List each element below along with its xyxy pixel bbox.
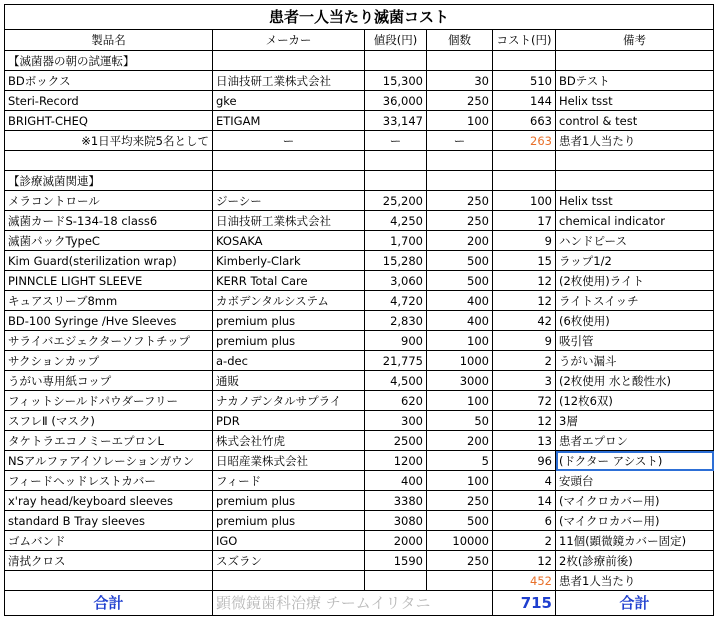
cell-price[interactable]: 4,720 bbox=[365, 291, 427, 311]
cell-maker[interactable]: premium plus bbox=[213, 511, 365, 531]
cell-price[interactable]: 2500 bbox=[365, 431, 427, 451]
cell-price[interactable]: 1,700 bbox=[365, 231, 427, 251]
cell-cost[interactable]: 72 bbox=[493, 391, 556, 411]
cell-name[interactable]: standard B Tray sleeves bbox=[5, 511, 213, 531]
cell-note[interactable]: ライトスイッチ bbox=[556, 291, 714, 311]
cell-maker[interactable]: IGO bbox=[213, 531, 365, 551]
cell-maker[interactable]: フィード bbox=[213, 471, 365, 491]
cell-cost[interactable]: 12 bbox=[493, 291, 556, 311]
cell-price[interactable]: 15,300 bbox=[365, 71, 427, 91]
total-label-left[interactable]: 合計 bbox=[5, 591, 213, 616]
cell-cost[interactable]: 663 bbox=[493, 111, 556, 131]
cell-name[interactable]: キュアスリーブ8mm bbox=[5, 291, 213, 311]
blank-row bbox=[5, 151, 714, 171]
empty-cell[interactable] bbox=[427, 151, 493, 171]
summary-price[interactable]: ー bbox=[365, 131, 427, 151]
cell-maker[interactable]: KERR Total Care bbox=[213, 271, 365, 291]
empty-cell[interactable] bbox=[556, 151, 714, 171]
cell-price[interactable]: 400 bbox=[365, 471, 427, 491]
cell-price[interactable]: 33,147 bbox=[365, 111, 427, 131]
cell-maker[interactable]: premium plus bbox=[213, 491, 365, 511]
cell-name[interactable]: フィードヘッドレストカバー bbox=[5, 471, 213, 491]
table-row bbox=[5, 291, 714, 311]
cell-name[interactable]: メラコントロール bbox=[5, 191, 213, 211]
section-row bbox=[5, 171, 714, 191]
cell-cost[interactable]: 17 bbox=[493, 211, 556, 231]
cell-cost[interactable]: 144 bbox=[493, 91, 556, 111]
table-row bbox=[5, 411, 714, 431]
cell-note[interactable]: (ドクター アシスト) bbox=[556, 451, 714, 471]
cell-note[interactable]: Helix tsst bbox=[556, 91, 714, 111]
cell-qty[interactable]: 500 bbox=[427, 251, 493, 271]
cell-maker[interactable]: KOSAKA bbox=[213, 231, 365, 251]
header-row bbox=[5, 30, 714, 51]
cell-qty[interactable]: 400 bbox=[427, 311, 493, 331]
header-qty[interactable]: 個数 bbox=[427, 30, 493, 51]
cell-maker[interactable]: a-dec bbox=[213, 351, 365, 371]
summary-maker[interactable]: ー bbox=[213, 131, 365, 151]
cell-qty[interactable]: 500 bbox=[427, 271, 493, 291]
table-row bbox=[5, 431, 714, 451]
cell-price[interactable]: 3080 bbox=[365, 511, 427, 531]
section-morning-test[interactable]: 【滅菌器の朝の試運転】 bbox=[5, 51, 213, 71]
cell-qty[interactable]: 50 bbox=[427, 411, 493, 431]
table-row bbox=[5, 191, 714, 211]
header-price[interactable]: 値段(円) bbox=[365, 30, 427, 51]
cell-price[interactable]: 4,250 bbox=[365, 211, 427, 231]
cell-qty[interactable]: 500 bbox=[427, 511, 493, 531]
cell-name[interactable]: PINNCLE LIGHT SLEEVE bbox=[5, 271, 213, 291]
cell-qty[interactable]: 30 bbox=[427, 71, 493, 91]
cell-cost[interactable]: 6 bbox=[493, 511, 556, 531]
cell-maker[interactable]: PDR bbox=[213, 411, 365, 431]
cell-qty[interactable]: 5 bbox=[427, 451, 493, 471]
cell-name[interactable]: BDボックス bbox=[5, 71, 213, 91]
table-row bbox=[5, 71, 714, 91]
cell-price[interactable]: 21,775 bbox=[365, 351, 427, 371]
section-treatment[interactable]: 【診療滅菌関連】 bbox=[5, 171, 213, 191]
table-row bbox=[5, 271, 714, 291]
empty-cell[interactable] bbox=[493, 171, 556, 191]
section-row bbox=[5, 51, 714, 71]
cell-qty[interactable]: 250 bbox=[427, 551, 493, 571]
table-row bbox=[5, 551, 714, 571]
table-row bbox=[5, 391, 714, 411]
cell-maker[interactable]: スズラン bbox=[213, 551, 365, 571]
cell-name[interactable]: Kim Guard(sterilization wrap) bbox=[5, 251, 213, 271]
cell-cost[interactable]: 2 bbox=[493, 351, 556, 371]
cell-price[interactable]: 620 bbox=[365, 391, 427, 411]
cell-qty[interactable]: 200 bbox=[427, 231, 493, 251]
summary-name[interactable]: ※1日平均来院5名として bbox=[5, 131, 213, 151]
empty-cell[interactable] bbox=[427, 571, 493, 591]
cell-maker[interactable]: ジーシー bbox=[213, 191, 365, 211]
cell-name[interactable]: x'ray head/keyboard sleeves bbox=[5, 491, 213, 511]
cell-name[interactable]: Steri-Record bbox=[5, 91, 213, 111]
empty-cell[interactable] bbox=[556, 171, 714, 191]
cell-qty[interactable]: 250 bbox=[427, 491, 493, 511]
cell-qty[interactable]: 200 bbox=[427, 431, 493, 451]
table-row bbox=[5, 471, 714, 491]
cell-price[interactable]: 4,500 bbox=[365, 371, 427, 391]
header-note[interactable]: 備考 bbox=[556, 30, 714, 51]
table-row bbox=[5, 211, 714, 231]
cell-note[interactable]: Helix tsst bbox=[556, 191, 714, 211]
cell-name[interactable]: ゴムバンド bbox=[5, 531, 213, 551]
cell-price[interactable]: 2,830 bbox=[365, 311, 427, 331]
total-value[interactable]: 715 bbox=[493, 591, 556, 616]
summary-cost[interactable]: 452 bbox=[493, 571, 556, 591]
sheet-title[interactable]: 患者一人当たり滅菌コスト bbox=[5, 5, 714, 30]
header-maker[interactable]: メーカー bbox=[213, 30, 365, 51]
cell-qty[interactable]: 100 bbox=[427, 331, 493, 351]
empty-cell[interactable] bbox=[365, 171, 427, 191]
cell-qty[interactable]: 10000 bbox=[427, 531, 493, 551]
cell-name[interactable]: うがい専用紙コップ bbox=[5, 371, 213, 391]
cell-price[interactable]: 900 bbox=[365, 331, 427, 351]
cell-maker[interactable]: カボデンタルシステム bbox=[213, 291, 365, 311]
empty-cell[interactable] bbox=[5, 151, 213, 171]
total-row bbox=[5, 591, 714, 616]
cell-note[interactable]: BDテスト bbox=[556, 71, 714, 91]
empty-cell[interactable] bbox=[213, 151, 365, 171]
empty-cell[interactable] bbox=[213, 571, 365, 591]
cell-name[interactable]: サクションカップ bbox=[5, 351, 213, 371]
cell-note[interactable]: 吸引管 bbox=[556, 331, 714, 351]
cell-price[interactable]: 36,000 bbox=[365, 91, 427, 111]
cell-maker[interactable]: 通販 bbox=[213, 371, 365, 391]
cell-maker[interactable]: gke bbox=[213, 91, 365, 111]
cell-maker[interactable]: ETIGAM bbox=[213, 111, 365, 131]
cell-price[interactable]: 3,060 bbox=[365, 271, 427, 291]
table-row bbox=[5, 371, 714, 391]
cell-note[interactable]: (2枚使用 水と酸性水) bbox=[556, 371, 714, 391]
cell-name[interactable]: フィットシールドパウダーフリー bbox=[5, 391, 213, 411]
cell-qty[interactable]: 100 bbox=[427, 111, 493, 131]
table-row bbox=[5, 231, 714, 251]
empty-cell[interactable] bbox=[5, 571, 213, 591]
cell-cost[interactable]: 100 bbox=[493, 191, 556, 211]
cell-price[interactable]: 25,200 bbox=[365, 191, 427, 211]
total-label-right[interactable]: 合計 bbox=[556, 591, 714, 616]
cell-cost[interactable]: 12 bbox=[493, 411, 556, 431]
table-row bbox=[5, 331, 714, 351]
cell-qty[interactable]: 1000 bbox=[427, 351, 493, 371]
summary-note[interactable]: 患者1人当たり bbox=[556, 571, 714, 591]
cell-maker[interactable]: 株式会社竹虎 bbox=[213, 431, 365, 451]
cell-note[interactable]: (マイクロカバー用) bbox=[556, 491, 714, 511]
empty-cell[interactable] bbox=[365, 571, 427, 591]
cell-cost[interactable]: 13 bbox=[493, 431, 556, 451]
cell-note[interactable]: (12枚6双) bbox=[556, 391, 714, 411]
cell-maker[interactable]: 日油技研工業株式会社 bbox=[213, 211, 365, 231]
cell-note[interactable]: (マイクロカバー用) bbox=[556, 511, 714, 531]
cell-note[interactable]: 安頭台 bbox=[556, 471, 714, 491]
cell-maker[interactable]: Kimberly-Clark bbox=[213, 251, 365, 271]
summary-note[interactable]: 患者1人当たり bbox=[556, 131, 714, 151]
cell-note[interactable]: ラップ1/2 bbox=[556, 251, 714, 271]
cell-name[interactable]: 滅菌カードS-134-18 class6 bbox=[5, 211, 213, 231]
cell-cost[interactable]: 4 bbox=[493, 471, 556, 491]
header-cost[interactable]: コスト(円) bbox=[493, 30, 556, 51]
cell-note[interactable]: ハンドピース bbox=[556, 231, 714, 251]
cell-name[interactable]: タケトラエコノミーエプロンL bbox=[5, 431, 213, 451]
cell-name[interactable]: BRIGHT-CHEQ bbox=[5, 111, 213, 131]
cell-cost[interactable]: 15 bbox=[493, 251, 556, 271]
table-row bbox=[5, 91, 714, 111]
cell-name[interactable]: BD-100 Syringe /Hve Sleeves bbox=[5, 311, 213, 331]
cell-price[interactable]: 1590 bbox=[365, 551, 427, 571]
cell-note[interactable]: chemical indicator bbox=[556, 211, 714, 231]
cell-qty[interactable]: 3000 bbox=[427, 371, 493, 391]
cell-name[interactable]: NSアルファアイソレーションガウン bbox=[5, 451, 213, 471]
cell-cost[interactable]: 42 bbox=[493, 311, 556, 331]
table-row bbox=[5, 311, 714, 331]
cell-price[interactable]: 2000 bbox=[365, 531, 427, 551]
cell-price[interactable]: 3380 bbox=[365, 491, 427, 511]
cell-maker[interactable]: 日油技研工業株式会社 bbox=[213, 71, 365, 91]
cell-qty[interactable]: 250 bbox=[427, 91, 493, 111]
table-row bbox=[5, 491, 714, 511]
cell-maker[interactable]: premium plus bbox=[213, 311, 365, 331]
table-row bbox=[5, 251, 714, 271]
table-row bbox=[5, 351, 714, 371]
cell-note[interactable]: 3層 bbox=[556, 411, 714, 431]
empty-cell[interactable] bbox=[427, 171, 493, 191]
cell-maker[interactable]: ナカノデンタルサプライ bbox=[213, 391, 365, 411]
cell-note[interactable]: 患者エプロン bbox=[556, 431, 714, 451]
cell-cost[interactable]: 9 bbox=[493, 331, 556, 351]
table-row bbox=[5, 451, 714, 471]
cell-note[interactable]: 11個(顕微鏡カバー固定) bbox=[556, 531, 714, 551]
cell-qty[interactable]: 400 bbox=[427, 291, 493, 311]
empty-cell[interactable] bbox=[365, 151, 427, 171]
empty-cell[interactable] bbox=[213, 171, 365, 191]
table-row bbox=[5, 111, 714, 131]
cell-cost[interactable]: 14 bbox=[493, 491, 556, 511]
cell-cost[interactable]: 12 bbox=[493, 551, 556, 571]
cell-price[interactable]: 15,280 bbox=[365, 251, 427, 271]
cell-note[interactable]: control & test bbox=[556, 111, 714, 131]
cell-name[interactable]: スフレⅡ (マスク) bbox=[5, 411, 213, 431]
table-row bbox=[5, 531, 714, 551]
cell-note[interactable]: うがい漏斗 bbox=[556, 351, 714, 371]
cell-price[interactable]: 300 bbox=[365, 411, 427, 431]
cell-cost[interactable]: 12 bbox=[493, 271, 556, 291]
cell-name[interactable]: 清拭クロス bbox=[5, 551, 213, 571]
cell-cost[interactable]: 9 bbox=[493, 231, 556, 251]
cost-table bbox=[4, 4, 714, 616]
table-row bbox=[5, 511, 714, 531]
cell-cost[interactable]: 510 bbox=[493, 71, 556, 91]
cell-cost[interactable]: 2 bbox=[493, 531, 556, 551]
summary-qty[interactable]: ー bbox=[427, 131, 493, 151]
cell-name[interactable]: サライバエジェクターソフトチップ bbox=[5, 331, 213, 351]
summary-cost[interactable]: 263 bbox=[493, 131, 556, 151]
watermark: 顕微鏡歯科治療 チームイリタニ bbox=[213, 591, 493, 616]
cell-note[interactable]: (2枚使用)ライト bbox=[556, 271, 714, 291]
summary-row bbox=[5, 131, 714, 151]
empty-cell[interactable] bbox=[493, 151, 556, 171]
summary-row bbox=[5, 571, 714, 591]
cell-price[interactable]: 1200 bbox=[365, 451, 427, 471]
cell-maker[interactable]: premium plus bbox=[213, 331, 365, 351]
cell-qty[interactable]: 250 bbox=[427, 191, 493, 211]
cell-cost[interactable]: 96 bbox=[493, 451, 556, 471]
cell-qty[interactable]: 100 bbox=[427, 471, 493, 491]
header-product[interactable]: 製品名 bbox=[5, 30, 213, 51]
cell-cost[interactable]: 3 bbox=[493, 371, 556, 391]
cell-qty[interactable]: 250 bbox=[427, 211, 493, 231]
cell-maker[interactable]: 日昭産業株式会社 bbox=[213, 451, 365, 471]
cell-note[interactable]: (6枚使用) bbox=[556, 311, 714, 331]
cell-qty[interactable]: 100 bbox=[427, 391, 493, 411]
cell-note[interactable]: 2枚(診療前後) bbox=[556, 551, 714, 571]
cell-name[interactable]: 滅菌パックTypeC bbox=[5, 231, 213, 251]
